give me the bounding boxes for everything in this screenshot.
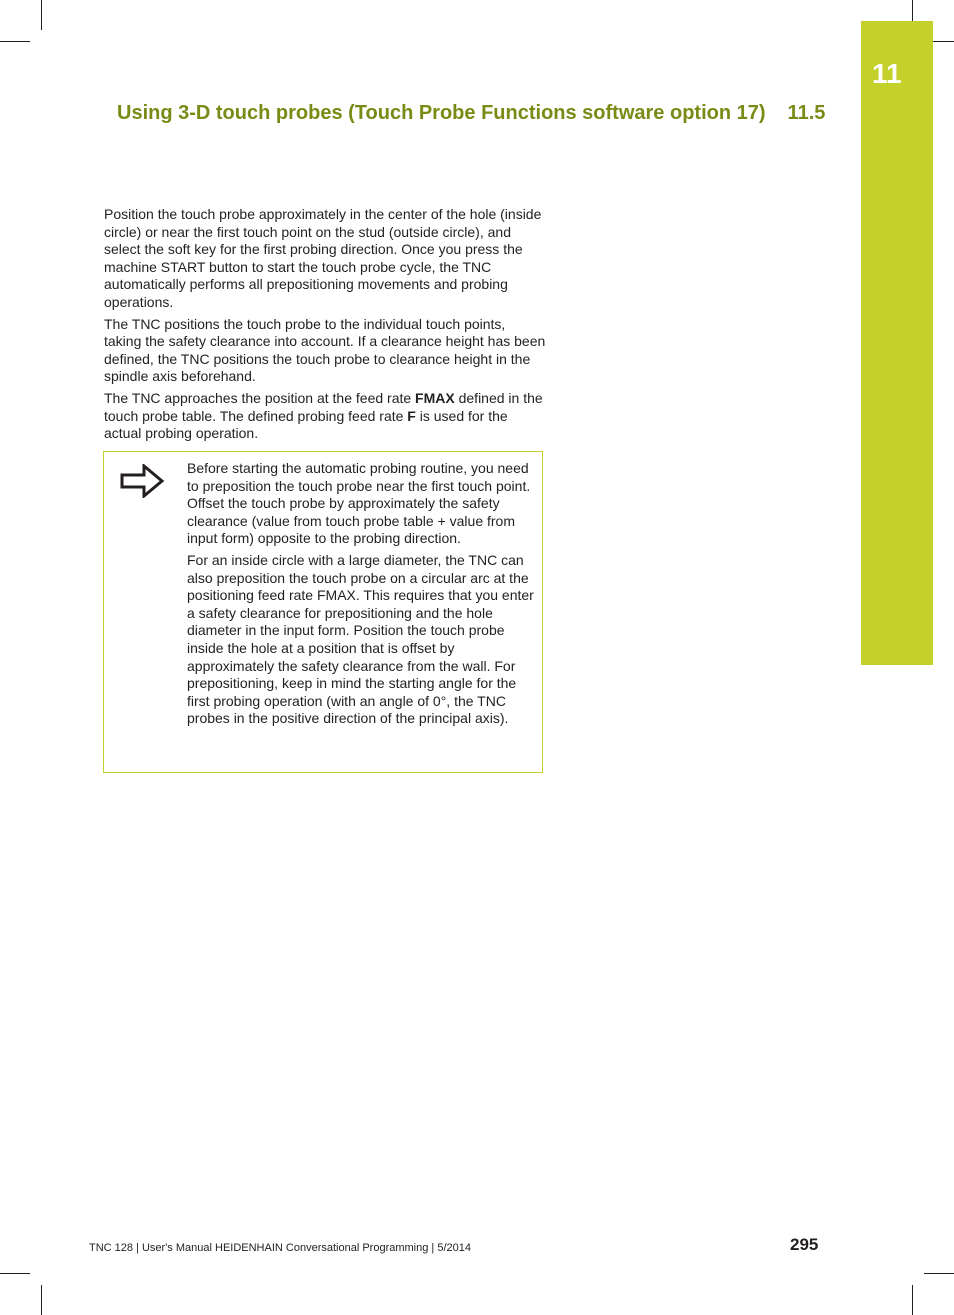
text-run: is used for the actual probing operation. (104, 407, 508, 442)
note-paragraph: For an inside circle with a large diameter, the TNC can also preposition the touch probe on a circular arc at the positioning feed rate FMAX. This requires that you enter a safety clearance for prepositioning and the hole diameter in the input form. Position the touch probe inside the hole at a position that is offset by approximately the safety clearance from the wall. For prepositioning, keep in mind the starting angle for the first probing operation (with an angle of 0°, the TNC probes in the positive direction of the principal axis). (187, 551, 534, 727)
f-keyword: F (407, 407, 416, 424)
page-number: 295 (790, 1235, 819, 1254)
note-text (187, 460, 539, 732)
paragraph: Position the touch probe approximately in the center of the hole (inside circle) or near the first touch point on the stud (outside circle), and select the soft key for the first probing direction. Once you press the machine START button to start the touch probe cycle, the TNC automatically performs all prepositioning movements and probing operations. (104, 206, 542, 310)
crop-mark (41, 1285, 42, 1315)
footer-text: TNC 128 | User's Manual HEIDENHAIN Conversational Programming | 5/2014 (89, 1242, 471, 1254)
crop-mark (41, 0, 42, 30)
header-section-number: 11.5 (787, 102, 826, 124)
crop-mark (0, 1273, 30, 1274)
text-run: The TNC approaches the position at the feed rate (104, 389, 416, 406)
chapter-tab (861, 21, 933, 665)
crop-mark (924, 1273, 954, 1274)
text-run: defined in the touch probe table. The defined probing feed rate (104, 389, 543, 424)
fmax-keyword: FMAX (415, 389, 455, 406)
note-box (103, 451, 543, 773)
crop-mark (0, 41, 30, 42)
paragraph: The TNC positions the touch probe to the individual touch points, taking the safety clearance into account. If a clearance height has been defined, the TNC positions the touch probe to clearance height in the spindle axis beforehand. (104, 315, 546, 385)
crop-mark (912, 1285, 913, 1315)
running-header (117, 102, 837, 125)
chapter-number: 11 (872, 58, 902, 89)
body-text (104, 206, 546, 447)
note-paragraph: Before starting the automatic probing routine, you need to preposition the touch probe near the first touch point. Offset the touch probe by approximately the safety clearance (value from touch probe table + value from input form) opposite to the probing direction. (187, 460, 531, 547)
arrow-right-icon (120, 464, 164, 498)
header-title: Using 3-D touch probes (Touch Probe Functions software option 17) (117, 102, 766, 124)
paragraph (104, 390, 546, 443)
